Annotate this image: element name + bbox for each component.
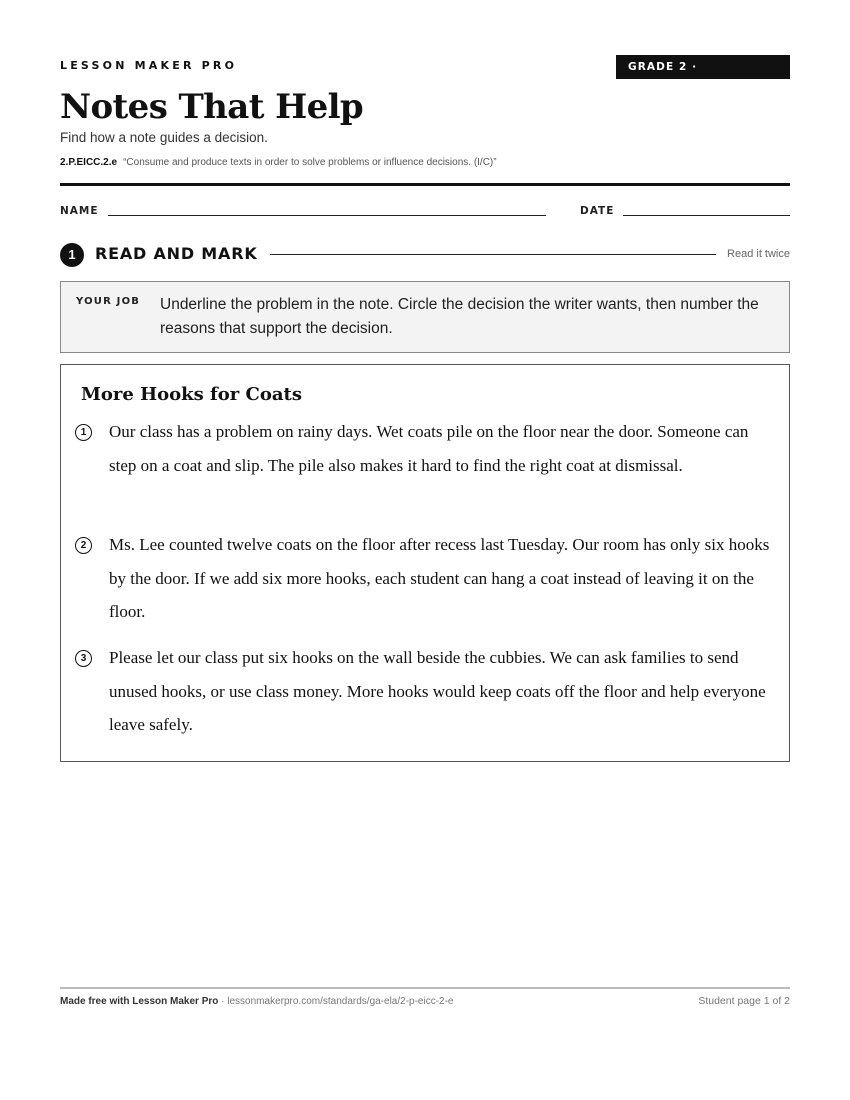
page-subtitle: Find how a note guides a decision.: [60, 130, 268, 145]
job-instructions-box: [60, 281, 790, 353]
footer-url[interactable]: · lessonmakerpro.com/standards/ga-ela/2-p-eicc-2-e: [218, 996, 454, 1007]
footer-page-label: Student page 1 of 2: [698, 995, 790, 1007]
worksheet-page: [60, 0, 790, 1100]
job-label: YOUR JOB: [76, 296, 141, 307]
grade-badge: GRADE 2 · 2.P.EICC.2.e: [616, 55, 790, 79]
paragraph-number: 2: [75, 537, 92, 554]
name-label: NAME: [60, 205, 99, 217]
passage-title: More Hooks for Coats: [81, 384, 302, 405]
section-divider: [270, 254, 716, 255]
footer-made-with: Made free with Lesson Maker Pro: [60, 996, 219, 1007]
paragraph-text: Ms. Lee counted twelve coats on the floor after recess last Tuesday. Our room has only six hooks by the door. If we add six more hooks, each student can hang a coat instead of leaving it on the floor.: [109, 535, 770, 621]
job-text: Underline the problem in the note. Circle the decision the writer wants, then number the reasons that support the decision.: [160, 296, 759, 337]
page-title: Notes That Help: [60, 87, 364, 127]
date-write-line[interactable]: [623, 215, 790, 216]
section-number-badge: 1: [60, 243, 84, 267]
paragraph-text: Our class has a problem on rainy days. Wet coats pile on the floor near the door. Someone can step on a coat and slip. The pile also makes it hard to find the right coat at dismissal.: [109, 422, 749, 475]
brand-name: LESSON MAKER PRO: [60, 59, 238, 72]
standard-line: [60, 156, 497, 169]
section-title: READ AND MARK: [95, 244, 258, 263]
paragraph-number: 3: [75, 650, 92, 667]
section-note: Read it twice: [727, 248, 790, 260]
paragraph-text: Please let our class put six hooks on the wall beside the cubbies. We can ask families to send unused hooks, or use class money. More hooks would keep coats off the floor and help everyone leave safely.: [109, 648, 766, 734]
standard-code: 2.P.EICC.2.e: [60, 157, 118, 168]
paragraph-number: 1: [75, 424, 92, 441]
footer-credit: [60, 995, 454, 1008]
date-label: DATE: [580, 205, 615, 217]
standard-text: “Consume and produce texts in order to solve problems or influence decisions. (I/C)”: [123, 157, 497, 168]
name-write-line[interactable]: [108, 215, 546, 216]
header-divider: [60, 183, 790, 186]
reading-passage: [60, 364, 790, 762]
footer-divider: [60, 987, 790, 989]
